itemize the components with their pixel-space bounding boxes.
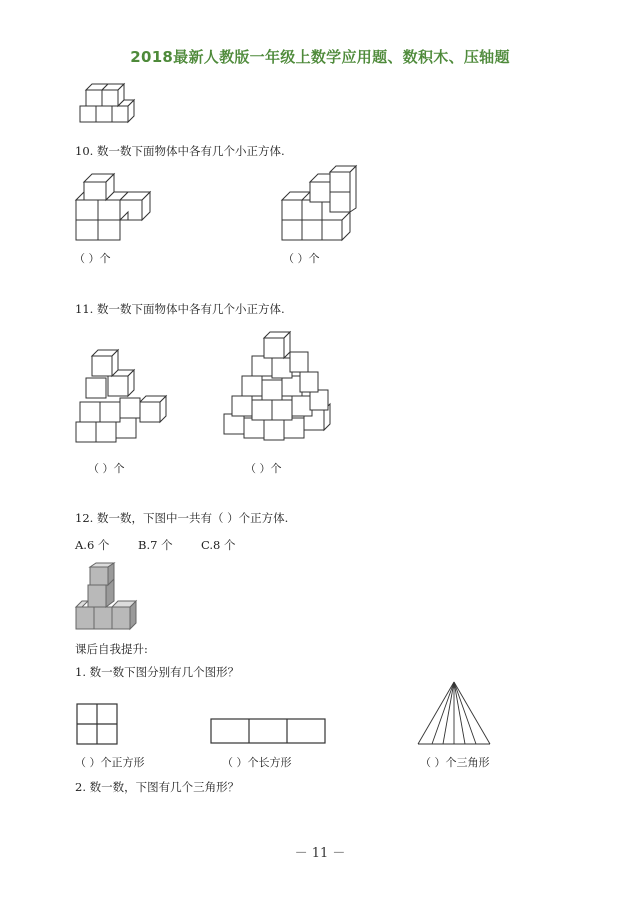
page-number: － 11 － xyxy=(294,846,346,861)
q11-answer-left: （ ）个 xyxy=(88,462,125,475)
fan-triangle-figure xyxy=(416,680,492,746)
q12-grey-cube-figure xyxy=(74,563,140,633)
q12-option-a: A.6 个 xyxy=(75,538,110,552)
q11-prompt: 11. 数一数下面物体中各有几个小正方体. xyxy=(75,302,285,316)
q11-answer-right: （ ）个 xyxy=(245,462,282,475)
extension-q1-answer-triangles: （ ）个三角形 xyxy=(420,756,490,769)
rectangle-strip-figure xyxy=(210,718,326,744)
q11-cube-figure-left xyxy=(74,348,170,444)
q12-option-b: B.7 个 xyxy=(138,538,173,552)
q11-cube-figure-right xyxy=(220,330,336,444)
q12-option-c: C.8 个 xyxy=(201,538,236,552)
q10-cube-figure-left xyxy=(74,170,159,242)
q10-prompt: 10. 数一数下面物体中各有几个小正方体. xyxy=(75,144,285,158)
page-title: 2018最新人教版一年级上数学应用题、数积木、压轴题 xyxy=(130,48,510,66)
q10-answer-right: （ ）个 xyxy=(283,252,320,265)
q12-prompt: 12. 数一数，下图中一共有（ ）个正方体. xyxy=(75,511,289,525)
square-grid-figure xyxy=(76,703,118,745)
extension-q1-answer-squares: （ ）个正方形 xyxy=(75,756,145,769)
q10-answer-left: （ ）个 xyxy=(74,252,111,265)
q10-cube-figure-right xyxy=(280,170,365,242)
extension-q1-prompt: 1. 数一数下图分别有几个图形？ xyxy=(75,665,240,679)
cube-figure-top xyxy=(78,78,138,128)
extension-heading: 课后自我提升: xyxy=(75,642,148,656)
extension-q1-answer-rectangles: （ ）个长方形 xyxy=(222,756,292,769)
extension-q2-prompt: 2. 数一数，下图有几个三角形？ xyxy=(75,780,240,794)
